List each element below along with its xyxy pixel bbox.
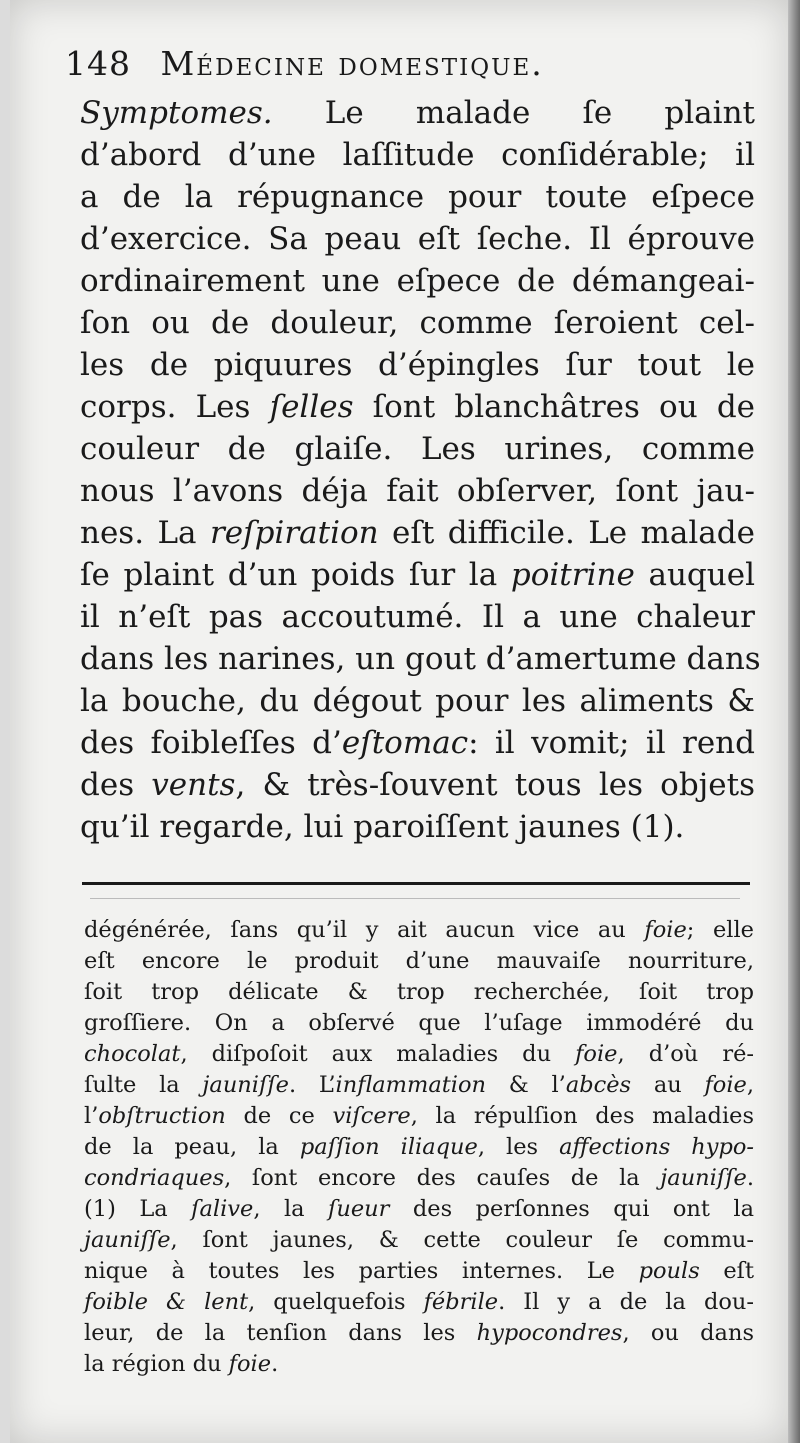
text-line	[80, 722, 755, 764]
text-run: eſt difficile. Le malade	[378, 515, 755, 551]
italic-term: paſſion iliaque	[299, 1134, 478, 1160]
running-title: Médecine domestique.	[160, 44, 544, 83]
footnote-line	[84, 1008, 754, 1039]
text-run: , la	[253, 1196, 329, 1222]
page-number: 148	[65, 44, 131, 83]
italic-term: foible & lent	[84, 1289, 249, 1315]
text-run: , la répulſion des maladies	[410, 1103, 754, 1129]
text-run: ſoit trop délicate & trop recherchée, ſoit trop	[84, 979, 754, 1005]
text-run: a de la répugnance pour toute eſpece	[80, 179, 755, 215]
footnote-line	[84, 1287, 754, 1318]
text-run: la région du	[84, 1351, 229, 1377]
footnote-line	[84, 1163, 754, 1194]
text-line	[80, 428, 755, 470]
text-line	[80, 680, 755, 722]
text-line	[80, 638, 761, 680]
text-run: . L’	[288, 1072, 336, 1098]
footnote-line	[84, 1256, 754, 1287]
text-run: au	[631, 1072, 705, 1098]
italic-term: ſalive	[191, 1196, 254, 1222]
text-run: corps. Les	[80, 389, 270, 425]
text-line	[80, 554, 755, 596]
text-run: nous l’avons déja fait obſerver, ſont jau-	[80, 473, 755, 509]
text-run: dans les narines, un gout d’amertume dans	[80, 641, 761, 677]
text-line	[80, 596, 755, 638]
text-run: auquel	[634, 557, 755, 593]
italic-term: condriaques	[84, 1165, 225, 1191]
text-run: de la peau, la	[84, 1134, 300, 1160]
text-run: ordinairement une eſpece de démangeai-	[80, 263, 755, 299]
footnote-line	[84, 1318, 754, 1349]
footnote-line	[84, 1101, 754, 1132]
footnotes	[84, 915, 754, 1380]
text-run: groſſiere. On a obſervé que l’uſage immodéré du	[84, 1010, 754, 1036]
text-run: .	[746, 1165, 754, 1191]
italic-term: foie	[228, 1351, 272, 1377]
text-run: ſulte la	[84, 1072, 203, 1098]
italic-term: fébrile	[423, 1289, 499, 1315]
italic-term: abcès	[565, 1072, 632, 1098]
italic-term: poitrine	[510, 557, 635, 593]
italic-term: ſueur	[328, 1196, 390, 1222]
italic-term: jauniſſe	[660, 1165, 747, 1191]
footnote-line	[84, 1349, 754, 1380]
text-run: de ce	[225, 1103, 333, 1129]
text-run: d’exercice. Sa peau eſt ſeche. Il éprouve	[80, 221, 755, 257]
text-run: , ou dans	[622, 1320, 754, 1346]
text-run: les de piquures d’épingles ſur tout le	[80, 347, 755, 383]
text-run: des	[80, 767, 152, 803]
text-run: .	[271, 1351, 279, 1377]
italic-term: hypocondres	[476, 1320, 623, 1346]
text-run: eſt	[699, 1258, 755, 1284]
text-run: : il vomit; il rend	[468, 725, 755, 761]
italic-term: foie	[704, 1072, 747, 1098]
text-run: nes. La	[80, 515, 210, 551]
text-line	[80, 386, 755, 428]
text-run: leur, de la tenſion dans les	[84, 1320, 477, 1346]
italic-term: chocolat	[84, 1041, 181, 1067]
text-run: ſe plaint d’un poids ſur la	[80, 557, 511, 593]
text-run: ; elle	[686, 917, 754, 943]
italic-term: eſtomac	[341, 725, 469, 761]
text-run: dégénérée, ſans qu’il y ait aucun vice au	[84, 917, 645, 943]
text-run: eſt encore le produit d’une mauvaiſe nourriture,	[84, 948, 754, 974]
text-run: ſon ou de douleur, comme ſeroient cel-	[80, 305, 755, 341]
main-text	[80, 92, 761, 848]
italic-term: foie	[575, 1041, 618, 1067]
footnote-line	[84, 1039, 754, 1070]
footnote-line	[84, 1132, 754, 1163]
text-run: . Il y a de la dou-	[498, 1289, 754, 1315]
italic-term: viſcere	[332, 1103, 411, 1129]
italic-term: vents	[151, 767, 236, 803]
text-run: (1) La	[84, 1196, 192, 1222]
page-edge-shadow	[788, 0, 800, 1443]
book-page	[10, 0, 790, 1443]
text-run: , ſont encore des cauſes de la	[224, 1165, 661, 1191]
italic-term: Symptomes.	[80, 95, 273, 131]
text-run: il n’eſt pas accoutumé. Il a une chaleur	[80, 599, 755, 635]
text-line	[80, 176, 755, 218]
footnote-separator-thin	[90, 898, 740, 899]
text-line	[80, 512, 755, 554]
italic-term: inflammation	[335, 1072, 487, 1098]
text-line	[80, 260, 755, 302]
footnote-line	[84, 1070, 754, 1101]
text-run: & l’	[486, 1072, 566, 1098]
footnote-line	[84, 915, 754, 946]
text-line	[80, 344, 755, 386]
italic-term: ſelles	[269, 389, 354, 425]
text-run: d’abord d’une laſſitude conſidérable; il	[80, 137, 755, 173]
text-line	[80, 134, 755, 176]
text-run: Le malade ſe plaint	[272, 95, 755, 131]
text-line	[80, 92, 755, 134]
text-run: , ſont jaunes, & cette couleur ſe commu-	[170, 1227, 754, 1253]
italic-term: affections hypo-	[559, 1134, 755, 1160]
text-run: des perſonnes qui ont la	[389, 1196, 755, 1222]
footnote-separator-rule	[82, 882, 750, 885]
text-line	[80, 470, 755, 512]
italic-term: obſtruction	[98, 1103, 226, 1129]
text-run: , diſpoſoit aux maladies du	[180, 1041, 576, 1067]
text-run: qu’il regarde, lui paroiſſent jaunes (1).	[80, 809, 685, 845]
text-run: , les	[477, 1134, 560, 1160]
text-run: l’	[84, 1103, 99, 1129]
italic-term: jauniſſe	[84, 1227, 171, 1253]
text-run: , d’où ré-	[617, 1041, 754, 1067]
text-run: nique à toutes les parties internes. Le	[84, 1258, 639, 1284]
text-run: couleur de glaiſe. Les urines, comme	[80, 431, 755, 467]
italic-term: pouls	[638, 1258, 700, 1284]
footnote-line	[84, 977, 754, 1008]
text-line	[80, 806, 755, 848]
italic-term: jauniſſe	[202, 1072, 289, 1098]
italic-term: reſpiration	[209, 515, 379, 551]
footnote-line	[84, 946, 754, 977]
text-run: ,	[746, 1072, 754, 1098]
running-header	[65, 44, 745, 83]
text-line	[80, 302, 755, 344]
text-line	[80, 218, 755, 260]
footnote-line	[84, 1225, 754, 1256]
text-run: ſont blanchâtres ou de	[353, 389, 756, 425]
text-run: des foibleſſes d’	[80, 725, 342, 761]
italic-term: foie	[644, 917, 687, 943]
text-run: la bouche, du dégout pour les aliments &	[80, 683, 755, 719]
text-line	[80, 764, 755, 806]
text-run: , quelquefois	[248, 1289, 424, 1315]
footnote-line	[84, 1194, 754, 1225]
text-run: , & très-ſouvent tous les objets	[235, 767, 756, 803]
